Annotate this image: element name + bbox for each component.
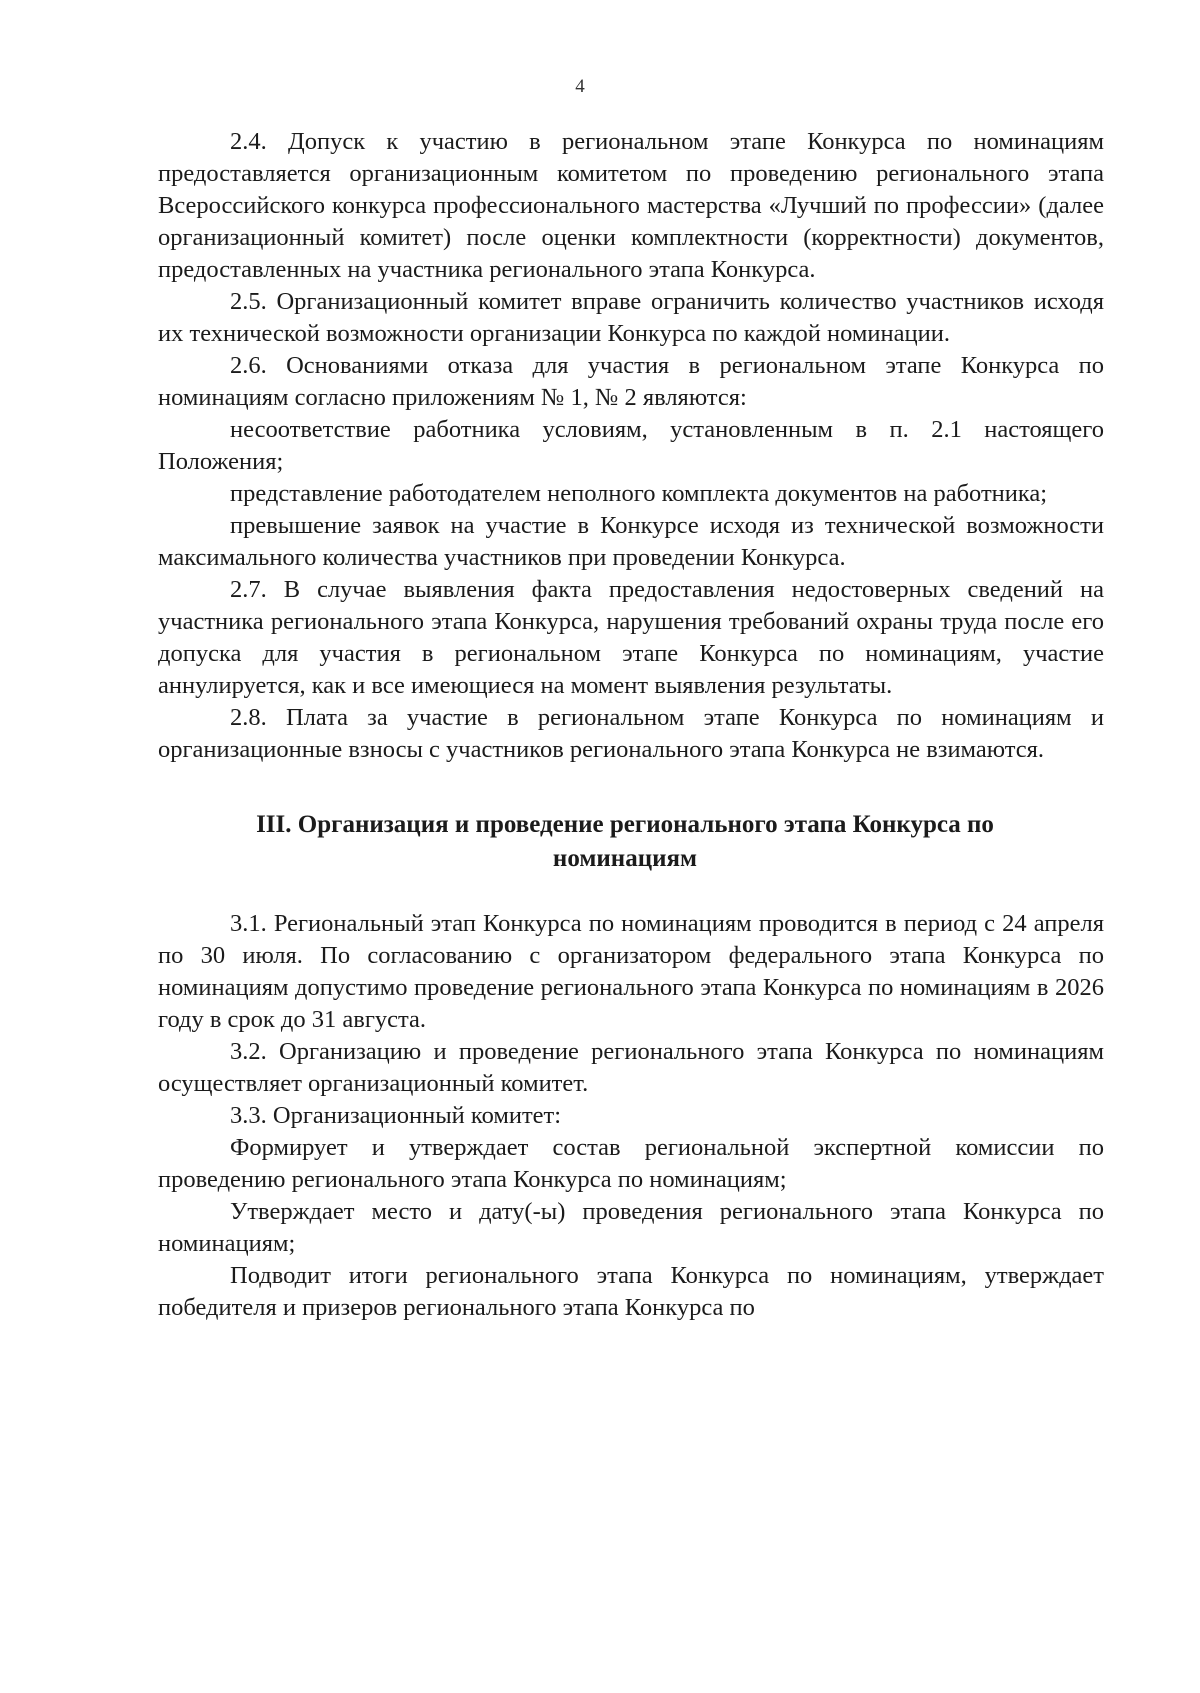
paragraph-3-3-item-2: Утверждает место и дату(-ы) проведения регионального этапа Конкурса по номинациям; [158, 1198, 1104, 1257]
paragraph-2-6-item-1: несоответствие работника условиям, установленным в п. 2.1 настоящего Положения; [158, 416, 1104, 475]
paragraph-3-3: 3.3. Организационный комитет: [230, 1102, 562, 1129]
paragraph-2-5: 2.5. Организационный комитет вправе ограничить количество участников исходя их технической возможности организации Конкурса по каждой номинации. [158, 288, 1104, 347]
paragraph-2-6-item-2: представление работодателем неполного комплекта документов на работника; [230, 480, 1048, 507]
paragraph-3-3-item-1: Формирует и утверждает состав региональной экспертной комиссии по проведению регионального этапа Конкурса по номинациям; [158, 1134, 1104, 1193]
section-3-heading-line-1: III. Организация и проведение регионального этапа Конкурса по [256, 811, 994, 838]
paragraph-2-7: 2.7. В случае выявления факта предоставления недостоверных сведений на участника регионального этапа Конкурса, нарушения требований охраны труда после его допуска для участия в региональном этапе Конкурса по номинациям, участие аннулируется, как и все имеющиеся на момент выявления результаты. [158, 576, 1104, 699]
paragraph-2-6-item-3: превышение заявок на участие в Конкурсе исходя из технической возможности максимального количества участников при проведении Конкурса. [158, 512, 1104, 571]
document-body [158, 126, 1104, 1324]
paragraph-2-6: 2.6. Основаниями отказа для участия в региональном этапе Конкурса по номинациям согласно приложениям № 1, № 2 являются: [158, 352, 1104, 411]
section-3-heading [158, 808, 1104, 876]
paragraph-3-3-item-3: Подводит итоги регионального этапа Конкурса по номинациям, утверждает победителя и призеров регионального этапа Конкурса по [158, 1262, 1104, 1321]
paragraph-2-8: 2.8. Плата за участие в региональном этапе Конкурса по номинациям и организационные взносы с участников регионального этапа Конкурса не взимаются. [158, 704, 1104, 763]
section-3-heading-line-2: номинациям [552, 845, 698, 872]
paragraph-2-4: 2.4. Допуск к участию в региональном этапе Конкурса по номинациям предоставляется организационным комитетом по проведению регионального этапа Всероссийского конкурса профессионального мастерства «Лучший по профессии» (далее организационный комитет) после оценки комплектности (корректности) документов, предоставленных на участника регионального этапа Конкурса. [158, 128, 1104, 283]
page-number: 4 [575, 76, 585, 97]
paragraph-3-1: 3.1. Региональный этап Конкурса по номинациям проводится в период с 24 апреля по 30 июля. По согласованию с организатором федерального этапа Конкурса по номинациям допустимо проведение регионального этапа Конкурса по номинациям в 2026 году в срок до 31 августа. [158, 910, 1104, 1033]
paragraph-3-2: 3.2. Организацию и проведение регионального этапа Конкурса по номинациям осуществляет организационный комитет. [158, 1038, 1104, 1097]
